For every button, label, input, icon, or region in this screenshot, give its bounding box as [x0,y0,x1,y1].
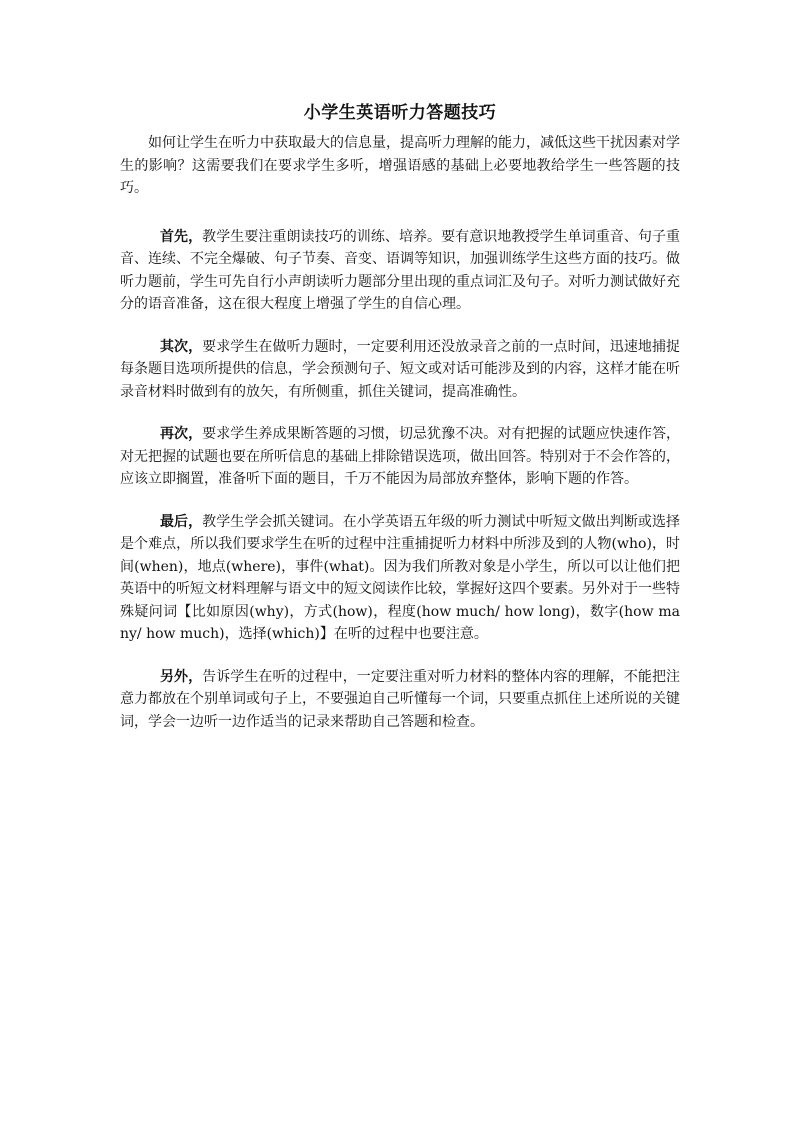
section-lead-1: 首先， [160,228,203,245]
section-lead-4: 最后， [160,513,203,530]
section-paragraph-5 [120,666,680,734]
section-lead-3: 再次， [160,426,203,442]
section-paragraph-4 [120,511,680,646]
section-body-1: 教学生要注重朗读技巧的训练、培养。要有意识地教授学生单词重音、句子重音、连续、不完全爆破、句子节奏、音变、语调等知识，加强训练学生这些方面的技巧。做听力题前，学生可先自行小声朗读听力题部分里出现的重点词汇及句子。对听力测试做好充分的语音准备，这在很大程度上增强了学生的自信心理。 [120,228,681,312]
document-title: 小学生英语听力答题技巧 [303,103,497,123]
section-body-4: 教学生学会抓关键词。在小学英语五年级的听力测试中听短文做出判断或选择是个难点，所以我们要求学生在听的过程中注重捕捉听力材料中所涉及到的人物(who)，时间(when)，地点(where)，事件(what)。因为我们所教对象是小学生，所以可以让他们把英语中的听短文材料理解与语文中的短文阅读作比较，掌握好这四个要素。另外对于一些特殊疑问词【比如原因(why)，方式(how)，程度(how much/ how long)，数字(how many/ how much)，选择(which)】在听的过程中也要注意。 [120,513,681,642]
section-body-5: 告诉学生在听的过程中，一定要注重对听力材料的整体内容的理解，不能把注意力都放在个别单词或句子上，不要强迫自己听懂每一个词，只要重点抓住上述所说的关键词，学会一边听一边作适当的记录来帮助自己答题和检查。 [120,668,681,730]
section-lead-2: 其次， [160,338,203,355]
section-paragraph-1 [120,226,680,316]
section-paragraph-2 [120,336,680,404]
document-page [120,100,680,753]
section-body-3: 要求学生养成果断答题的习惯，切忌犹豫不决。对有把握的试题应快速作答，对无把握的试题也要在所听信息的基础上排除错误选项，做出回答。特别对于不会作答的，应该立即搁置，准备听下面的题目，千万不能因为局部放弃整体，影响下题的作答。 [120,426,681,487]
intro-paragraph: 如何让学生在听力中获取最大的信息量，提高听力理解的能力，减低这些干扰因素对学生的影响？这需要我们在要求学生多听，增强语感的基础上必要地教给学生一些答题的技巧。 [120,135,680,196]
section-lead-5: 另外， [160,668,203,685]
section-body-2: 要求学生在做听力题时，一定要利用还没放录音之前的一点时间，迅速地捕捉每条题目选项所提供的信息，学会预测句子、短文或对话可能涉及到的内容，这样才能在听录音材料时做到有的放矢，有所侧重，抓住关键词，提高准确性。 [120,338,681,400]
section-paragraph-3 [120,423,680,491]
